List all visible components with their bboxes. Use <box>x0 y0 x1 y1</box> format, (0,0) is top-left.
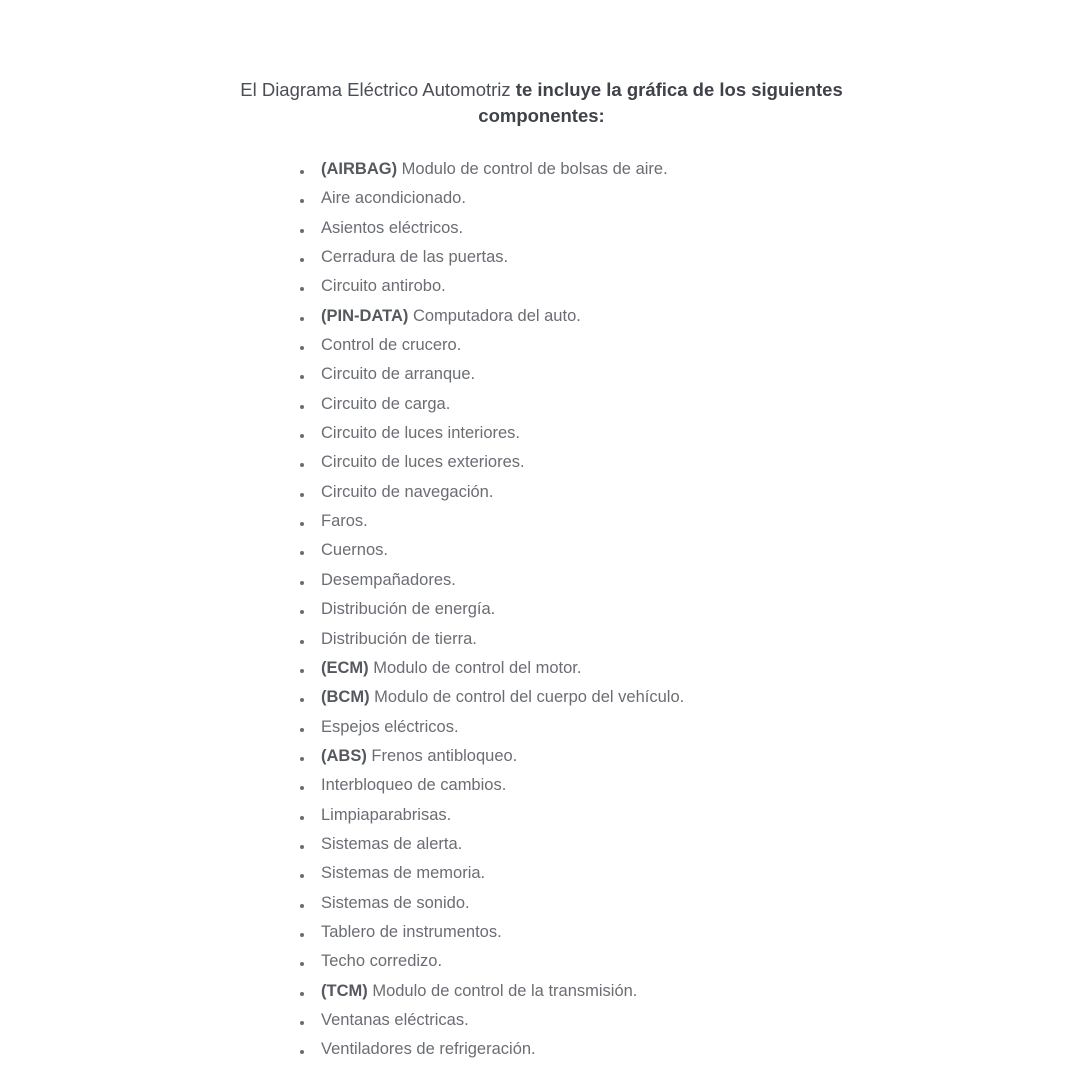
component-description: Sistemas de memoria. <box>321 864 486 883</box>
component-description: Modulo de control de bolsas de aire. <box>401 160 668 178</box>
component-code: (TCM) <box>321 981 368 1000</box>
component-description: Modulo de control del motor. <box>373 658 582 677</box>
component-description: Computadora del auto. <box>412 306 581 325</box>
component-description: Modulo de control de la transmisión. <box>372 981 638 1000</box>
bullet-icon <box>300 360 305 389</box>
component-list-item <box>300 595 684 624</box>
heading-emphasis-continued: componentes: <box>478 105 605 126</box>
component-code: (PIN-DATA) <box>321 306 409 325</box>
heading-emphasis: te incluye la gráfica de los siguientes <box>515 79 843 100</box>
bullet-icon <box>300 625 305 654</box>
component-description: Cuernos. <box>321 541 388 560</box>
bullet-icon <box>300 889 305 918</box>
component-description: Frenos antibloqueo. <box>371 746 518 765</box>
bullet-icon <box>300 184 305 213</box>
component-list-item <box>300 859 684 888</box>
bullet-icon <box>300 742 305 771</box>
component-code: (AIRBAG) <box>321 160 398 178</box>
bullet-icon <box>300 801 305 830</box>
component-list-item <box>300 1035 684 1064</box>
bullet-icon <box>300 272 305 301</box>
component-list-item <box>300 830 684 859</box>
bullet-icon <box>300 1006 305 1035</box>
component-description: Faros. <box>321 512 368 531</box>
bullet-icon <box>300 507 305 536</box>
bullet-icon <box>300 595 305 624</box>
component-description: Interbloqueo de cambios. <box>321 776 507 795</box>
bullet-icon <box>300 859 305 888</box>
component-description: Ventanas eléctricas. <box>321 1010 469 1029</box>
bullet-icon <box>300 947 305 976</box>
bullet-icon <box>300 1035 305 1064</box>
component-description: Limpiaparabrisas. <box>321 805 452 824</box>
component-list-item <box>300 742 684 771</box>
component-description: Circuito de luces interiores. <box>321 424 520 443</box>
bullet-icon <box>300 448 305 477</box>
component-list-item <box>300 331 684 360</box>
component-list-item <box>300 448 684 477</box>
component-description: Circuito de arranque. <box>321 365 476 384</box>
bullet-icon <box>300 419 305 448</box>
component-list-item <box>300 771 684 800</box>
component-list-item <box>300 302 684 331</box>
component-code: (ECM) <box>321 658 369 677</box>
component-description: Aire acondicionado. <box>321 189 466 208</box>
bullet-icon <box>300 771 305 800</box>
component-description: Cerradura de las puertas. <box>321 248 509 267</box>
bullet-icon <box>300 243 305 272</box>
component-code: (BCM) <box>321 688 370 707</box>
component-description: Distribución de tierra. <box>321 629 477 648</box>
component-list-item <box>300 683 684 712</box>
bullet-icon <box>300 536 305 565</box>
bullet-icon <box>300 155 305 184</box>
component-list-item <box>300 419 684 448</box>
component-description: Circuito de navegación. <box>321 482 494 501</box>
component-description: Desempañadores. <box>321 570 456 589</box>
bullet-icon <box>300 331 305 360</box>
component-list-item <box>300 625 684 654</box>
component-list-item <box>300 713 684 742</box>
page-heading <box>200 77 883 129</box>
component-description: Tablero de instrumentos. <box>321 922 502 941</box>
component-description: Circuito de carga. <box>321 394 451 413</box>
bullet-icon <box>300 390 305 419</box>
bullet-icon <box>300 830 305 859</box>
bullet-icon <box>300 654 305 683</box>
component-description: Asientos eléctricos. <box>321 218 464 237</box>
component-list-item <box>300 478 684 507</box>
component-list-item <box>300 889 684 918</box>
component-list-item <box>300 1006 684 1035</box>
component-description: Espejos eléctricos. <box>321 717 459 736</box>
component-description: Distribución de energía. <box>321 600 496 619</box>
component-list-item <box>300 390 684 419</box>
component-list-item <box>300 801 684 830</box>
bullet-icon <box>300 918 305 947</box>
component-list-item <box>300 360 684 389</box>
component-description: Circuito de luces exteriores. <box>321 453 525 472</box>
bullet-icon <box>300 977 305 1006</box>
component-list-item <box>300 214 684 243</box>
component-list-item <box>300 947 684 976</box>
component-list-item <box>300 155 684 184</box>
component-description: Techo corredizo. <box>321 952 443 971</box>
component-description: Control de crucero. <box>321 336 462 355</box>
component-description: Circuito antirobo. <box>321 277 446 296</box>
component-list-item <box>300 507 684 536</box>
component-list-item <box>300 566 684 595</box>
bullet-icon <box>300 566 305 595</box>
component-list-item <box>300 272 684 301</box>
component-list-item <box>300 977 684 1006</box>
component-description: Sistemas de alerta. <box>321 834 463 853</box>
bullet-icon <box>300 214 305 243</box>
bullet-icon <box>300 478 305 507</box>
component-list-item <box>300 918 684 947</box>
component-code: (ABS) <box>321 746 367 765</box>
component-list-item <box>300 536 684 565</box>
component-list-item <box>300 654 684 683</box>
component-description: Sistemas de sonido. <box>321 893 470 912</box>
component-description: Ventiladores de refrigeración. <box>321 1040 536 1059</box>
bullet-icon <box>300 302 305 331</box>
component-description: Modulo de control del cuerpo del vehículo. <box>374 688 685 707</box>
bullet-icon <box>300 713 305 742</box>
component-list <box>300 155 684 1065</box>
heading-intro: El Diagrama Eléctrico Automotriz <box>240 79 511 100</box>
bullet-icon <box>300 683 305 712</box>
component-list-item <box>300 184 684 213</box>
component-list-item <box>300 243 684 272</box>
